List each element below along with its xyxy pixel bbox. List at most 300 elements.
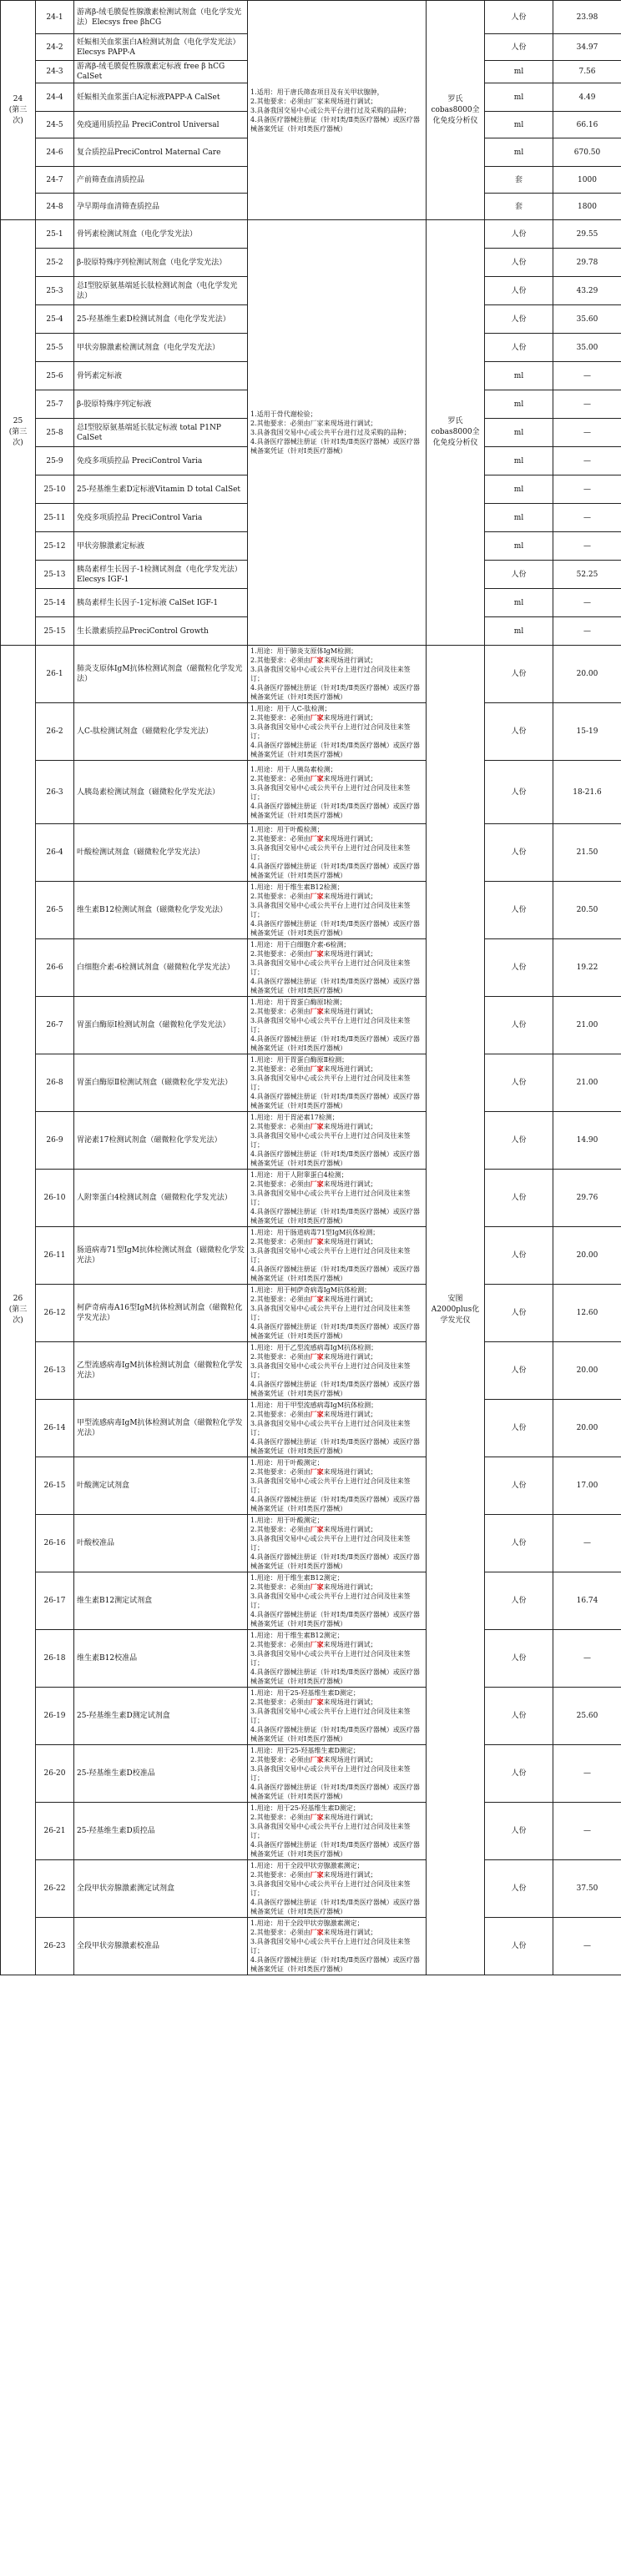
item-name-cell: 25-羟基维生素D测定试剂盒 xyxy=(74,1688,248,1745)
requirement-line xyxy=(250,892,423,901)
table-row xyxy=(1,1342,621,1400)
requirement-text: 来现场进行调试； xyxy=(323,835,377,843)
price-cell: 29.76 xyxy=(553,1170,621,1227)
requirement-line: 4.具备医疗器械注册证（针对Ⅰ类/Ⅱ类医疗器械）或医疗器械备案凭证（针对Ⅰ类医疗器械） xyxy=(250,920,420,937)
item-number-cell: 25-9 xyxy=(36,447,74,475)
requirement-line: 4.具备医疗器械注册证（针对Ⅰ类/Ⅱ类医疗器械）或医疗器械备案凭证（针对Ⅰ类医疗器械） xyxy=(250,1150,420,1167)
price-cell: 66.16 xyxy=(553,112,621,138)
price-cell: 21.00 xyxy=(553,997,621,1054)
table-row xyxy=(1,761,621,824)
item-name-cell: 生长激素质控品PreciControl Growth xyxy=(74,617,248,646)
requirement-line: 1.用途：用于人C-肽检测； xyxy=(250,705,331,712)
requirement-line: 3.具备我国交易中心或公共平台上进行过合同及往来签订； xyxy=(250,1535,411,1552)
requirement-line xyxy=(250,1928,423,1937)
table-row xyxy=(1,1630,621,1688)
unit-cell: 人份 xyxy=(485,1630,553,1688)
unit-cell: 人份 xyxy=(485,1400,553,1457)
requirement-line: 1.用途：用于人附睾蛋白4检测； xyxy=(250,1171,348,1179)
price-cell: — xyxy=(553,390,621,419)
item-name-cell: 25-羟基维生素D校准品 xyxy=(74,1745,248,1803)
item-name-cell: 维生素B12校准品 xyxy=(74,1630,248,1688)
price-cell: — xyxy=(553,1630,621,1688)
requirement-text: 来现场进行调试； xyxy=(323,1065,377,1073)
requirement-text: 2.其他要求：必须由 xyxy=(250,1065,310,1073)
manufacturer-highlight: 厂家 xyxy=(310,834,324,843)
unit-cell: ml xyxy=(485,532,553,561)
table-row xyxy=(1,1285,621,1342)
requirement-line: 4.具备医疗器械注册证（针对Ⅰ类/Ⅱ类医疗器械）或医疗器械备案凭证（针对Ⅰ类医疗器械） xyxy=(250,1496,420,1512)
requirement-line: 1.用途：用于叶酸测定； xyxy=(250,1517,324,1524)
requirement-text: 来现场进行调试； xyxy=(323,1411,377,1418)
unit-cell: 人份 xyxy=(485,305,553,334)
requirement-line xyxy=(250,1007,423,1016)
requirement-text: 2.其他要求：必须由 xyxy=(250,1871,310,1879)
table-row xyxy=(1,997,621,1054)
instrument-line: 化免疫分析仪 xyxy=(432,439,478,447)
manufacturer-highlight: 厂家 xyxy=(310,713,324,722)
item-name-cell: 叶酸校准品 xyxy=(74,1515,248,1572)
table-row xyxy=(1,939,621,997)
requirement-text: 2.其他要求：必须由 xyxy=(250,1296,310,1303)
price-cell: 21.00 xyxy=(553,1054,621,1112)
requirement-line: 4.具备医疗器械注册证（针对Ⅰ类/Ⅱ类医疗器械）或医疗器械备案凭证（针对Ⅰ类医疗器械） xyxy=(250,1265,420,1282)
unit-cell: 人份 xyxy=(485,1457,553,1515)
requirement-line: 4.具备医疗器械注册证（针对Ⅰ类/Ⅱ类医疗器械）或医疗器械备案凭证（针对Ⅰ类医疗器械） xyxy=(250,802,420,819)
requirements-cell xyxy=(248,1515,427,1572)
item-name-cell: 白细胞介素-6检测试剂盒（磁微粒化学发光法） xyxy=(74,939,248,997)
requirement-text: 2.其他要求：必须由 xyxy=(250,1641,310,1648)
requirements-cell xyxy=(248,1803,427,1860)
requirement-line xyxy=(250,1237,423,1246)
item-number-cell: 26-17 xyxy=(36,1572,74,1630)
item-number-cell: 26-22 xyxy=(36,1860,74,1918)
instrument-line: 罗氏 xyxy=(447,94,463,103)
item-name-cell: 游离β-绒毛膜促性腺激素检测试剂盒（电化学发光法）Elecsys free βhCG xyxy=(74,1,248,34)
manufacturer-highlight: 厂家 xyxy=(310,1525,324,1533)
requirement-text: 2.其他要求：必须由 xyxy=(250,1411,310,1418)
price-cell: 12.60 xyxy=(553,1285,621,1342)
table-row xyxy=(1,1400,621,1457)
instrument-cell xyxy=(427,220,485,646)
requirement-text: 2.其他要求：必须由 xyxy=(250,1353,310,1361)
item-number-cell: 26-1 xyxy=(36,646,74,703)
item-name-cell: 叶酸测定试剂盒 xyxy=(74,1457,248,1515)
price-cell: 14.90 xyxy=(553,1112,621,1170)
price-cell: 670.50 xyxy=(553,138,621,167)
item-number-cell: 26-4 xyxy=(36,824,74,882)
item-name-cell: 骨钙素检测试剂盒（电化学发光法） xyxy=(74,220,248,249)
unit-cell: 人份 xyxy=(485,824,553,882)
item-name-cell: 胰岛素样生长因子-1定标液 CalSet IGF-1 xyxy=(74,589,248,617)
requirement-text: 2.其他要求：必须由 xyxy=(250,1583,310,1591)
requirement-text: 来现场进行调试； xyxy=(323,774,377,782)
item-number-cell: 25-7 xyxy=(36,390,74,419)
unit-cell: 人份 xyxy=(485,220,553,249)
unit-cell: 人份 xyxy=(485,761,553,824)
requirements-cell xyxy=(248,1918,427,1975)
unit-cell: 人份 xyxy=(485,277,553,305)
item-name-cell: 妊娠相关血浆蛋白A定标液PAPP-A CalSet xyxy=(74,83,248,112)
price-cell: 34.97 xyxy=(553,34,621,61)
item-number-cell: 25-2 xyxy=(36,249,74,277)
price-cell: 43.29 xyxy=(553,277,621,305)
item-number-cell: 25-6 xyxy=(36,362,74,390)
group-label-line: 次) xyxy=(13,116,23,125)
item-number-cell: 24-1 xyxy=(36,1,74,34)
requirement-line: 4.具备医疗器械注册证（针对Ⅰ类/Ⅱ类医疗器械）或医疗器械备案凭证（针对Ⅰ类医疗器械） xyxy=(250,1035,420,1052)
unit-cell: 人份 xyxy=(485,1285,553,1342)
item-number-cell: 26-13 xyxy=(36,1342,74,1400)
requirement-line xyxy=(250,656,423,665)
item-name-cell: β-胶原特殊序列定标液 xyxy=(74,390,248,419)
table-row xyxy=(1,646,621,703)
requirement-line: 1.适用于骨代谢检验； xyxy=(250,410,317,418)
requirement-line xyxy=(250,1640,423,1649)
item-name-cell: 人C-肽检测试剂盒（磁微粒化学发光法） xyxy=(74,703,248,761)
unit-cell: 人份 xyxy=(485,1342,553,1400)
item-number-cell: 24-5 xyxy=(36,112,74,138)
price-cell: 21.50 xyxy=(553,824,621,882)
requirement-line xyxy=(250,1525,423,1534)
item-name-cell: 甲状旁腺激素检测试剂盒（电化学发光法） xyxy=(74,334,248,362)
requirement-line: 1.用途：用于维生素B12测定； xyxy=(250,1574,344,1582)
table-row xyxy=(1,1860,621,1918)
manufacturer-highlight: 厂家 xyxy=(310,1237,324,1245)
unit-cell: 人份 xyxy=(485,1170,553,1227)
unit-cell: 人份 xyxy=(485,997,553,1054)
price-cell: — xyxy=(553,1803,621,1860)
requirement-text: 来现场进行调试； xyxy=(323,1756,377,1763)
item-number-cell: 24-2 xyxy=(36,34,74,61)
item-number-cell: 24-7 xyxy=(36,167,74,194)
table-row xyxy=(1,1572,621,1630)
manufacturer-highlight: 厂家 xyxy=(310,1007,324,1015)
item-number-cell: 26-20 xyxy=(36,1745,74,1803)
price-cell: — xyxy=(553,1918,621,1975)
requirement-line: 3.具备我国交易中心或公共平台上进行过合同及往来签订； xyxy=(250,1074,411,1091)
requirement-text: 来现场进行调试； xyxy=(323,1296,377,1303)
requirement-text: 来现场进行调试； xyxy=(323,1526,377,1533)
instrument-line: 安图 xyxy=(447,1295,463,1303)
group-label-line: 次) xyxy=(13,439,23,447)
unit-cell: ml xyxy=(485,138,553,167)
manufacturer-highlight: 厂家 xyxy=(310,1410,324,1418)
requirement-line: 3.具备我国交易中心或公共平台上进行过合同及往来签订； xyxy=(250,1592,411,1609)
item-number-cell: 26-10 xyxy=(36,1170,74,1227)
requirement-line: 3.具备我国交易中心或公共平台上进行过合同及往来签订； xyxy=(250,959,411,976)
manufacturer-highlight: 厂家 xyxy=(310,1352,324,1361)
item-number-cell: 25-4 xyxy=(36,305,74,334)
item-name-cell: 乙型流感病毒IgM抗体检测试剂盒（磁微粒化学发光法） xyxy=(74,1342,248,1400)
requirement-line: 1.用途：用于全段甲状旁腺激素测定； xyxy=(250,1862,364,1869)
requirement-text: 2.其他要求：必须由 xyxy=(250,1756,310,1763)
requirement-line: 3.具备我国交易中心或公共平台上进行过合同及往来签订； xyxy=(250,1765,411,1782)
requirement-text: 2.其他要求：必须由 xyxy=(250,1468,310,1476)
item-name-cell: 人附睾蛋白4检测试剂盒（磁微粒化学发光法） xyxy=(74,1170,248,1227)
manufacturer-highlight: 厂家 xyxy=(310,1064,324,1073)
requirement-line xyxy=(250,1755,423,1764)
price-cell: 20.00 xyxy=(553,1342,621,1400)
manufacturer-highlight: 厂家 xyxy=(310,1698,324,1706)
requirement-text: 2.其他要求：必须由 xyxy=(250,1008,310,1015)
item-name-cell: 全段甲状旁腺激素测定试剂盒 xyxy=(74,1860,248,1918)
item-number-cell: 26-19 xyxy=(36,1688,74,1745)
instrument-cell xyxy=(427,1,485,220)
requirement-text: 来现场进行调试； xyxy=(323,950,377,958)
requirements-cell xyxy=(248,1112,427,1170)
group-label-line: (第三 xyxy=(8,428,28,436)
requirement-text: 2.其他要求：必须由 xyxy=(250,835,310,843)
price-cell: 16.74 xyxy=(553,1572,621,1630)
requirement-line: 4.具备医疗器械注册证（针对Ⅰ类/Ⅱ类医疗器械）或医疗器械备案凭证（针对Ⅰ类医疗器械） xyxy=(250,1668,420,1685)
requirement-line: 3.具备我国交易中心或公共平台上进行过合同及往来签订； xyxy=(250,1247,411,1264)
item-name-cell: 25-羟基维生素D检测试剂盒（电化学发光法） xyxy=(74,305,248,334)
requirement-line: 2.其他要求：必须由厂家来现场进行调试； xyxy=(250,420,377,427)
item-name-cell: 骨钙素定标液 xyxy=(74,362,248,390)
price-cell: 4.49 xyxy=(553,83,621,112)
item-number-cell: 26-6 xyxy=(36,939,74,997)
price-cell: — xyxy=(553,1515,621,1572)
price-cell: 35.60 xyxy=(553,305,621,334)
requirement-line: 1.用途：用于全段甲状旁腺激素测定； xyxy=(250,1919,364,1927)
manufacturer-highlight: 厂家 xyxy=(310,1295,324,1303)
table-row xyxy=(1,1,621,34)
requirement-line: 3.具备我国交易中心或公共平台上进行过合同及往来签订； xyxy=(250,902,411,918)
requirement-line: 4.具备医疗器械注册证（针对Ⅰ类/Ⅱ类医疗器械）或医疗器械备案凭证（针对Ⅰ类医疗器械） xyxy=(250,1438,420,1455)
manufacturer-highlight: 厂家 xyxy=(310,1813,324,1821)
requirement-text: 来现场进行调试； xyxy=(323,1641,377,1648)
item-name-cell: 甲状旁腺激素定标液 xyxy=(74,532,248,561)
price-cell: 35.00 xyxy=(553,334,621,362)
unit-cell: ml xyxy=(485,617,553,646)
price-cell: — xyxy=(553,589,621,617)
requirement-text: 来现场进行调试； xyxy=(323,1123,377,1130)
group-label-line: 25 xyxy=(13,417,23,425)
item-number-cell: 26-2 xyxy=(36,703,74,761)
requirement-text: 2.其他要求：必须由 xyxy=(250,1238,310,1245)
table-row xyxy=(1,1515,621,1572)
unit-cell: 人份 xyxy=(485,1860,553,1918)
item-number-cell: 26-11 xyxy=(36,1227,74,1285)
requirement-line: 4.具备医疗器械注册证（针对Ⅰ类/Ⅱ类医疗器械）或医疗器械备案凭证（针对Ⅰ类医疗器械） xyxy=(250,1841,420,1858)
group-label-cell xyxy=(1,1,36,220)
item-number-cell: 26-5 xyxy=(36,882,74,939)
item-name-cell: 妊娠相关血浆蛋白A检测试剂盒（电化学发光法）Elecsys PAPP-A xyxy=(74,34,248,61)
requirements-cell xyxy=(248,703,427,761)
manufacturer-highlight: 厂家 xyxy=(310,1928,324,1936)
unit-cell: ml xyxy=(485,475,553,504)
unit-cell: ml xyxy=(485,419,553,447)
table-row xyxy=(1,1918,621,1975)
price-cell: 20.00 xyxy=(553,1227,621,1285)
requirement-line: 4.具备医疗器械注册证（针对Ⅰ类/Ⅱ类医疗器械）或医疗器械备案凭证（针对Ⅰ类医疗器械） xyxy=(250,863,420,879)
instrument-line: A2000plus化 xyxy=(431,1306,480,1314)
item-name-cell: 维生素B12检测试剂盒（磁微粒化学发光法） xyxy=(74,882,248,939)
item-number-cell: 25-10 xyxy=(36,475,74,504)
table-row xyxy=(1,1227,621,1285)
unit-cell: ml xyxy=(485,589,553,617)
item-number-cell: 25-11 xyxy=(36,504,74,532)
item-number-cell: 26-3 xyxy=(36,761,74,824)
price-cell: — xyxy=(553,617,621,646)
item-number-cell: 25-14 xyxy=(36,589,74,617)
instrument-line: 化免疫分析仪 xyxy=(432,116,478,125)
price-cell: — xyxy=(553,475,621,504)
unit-cell: 人份 xyxy=(485,334,553,362)
requirement-line: 4.具备医疗器械注册证（针对Ⅰ类/Ⅱ类医疗器械）或医疗器械备案凭证（针对Ⅰ类医疗器械） xyxy=(250,1208,420,1225)
requirement-line xyxy=(250,1352,423,1361)
instrument-line: cobas8000全 xyxy=(431,105,480,114)
price-cell: — xyxy=(553,504,621,532)
requirement-line xyxy=(250,713,423,722)
unit-cell: 套 xyxy=(485,167,553,194)
requirement-line xyxy=(250,1180,423,1189)
requirement-line xyxy=(250,949,423,958)
unit-cell: ml xyxy=(485,61,553,83)
unit-cell: 人份 xyxy=(485,1,553,34)
item-name-cell: 柯萨奇病毒A16型IgM抗体检测试剂盒（磁微粒化学发光法） xyxy=(74,1285,248,1342)
requirement-line xyxy=(250,1582,423,1592)
unit-cell: 人份 xyxy=(485,34,553,61)
price-cell: — xyxy=(553,419,621,447)
requirement-line xyxy=(250,1410,423,1419)
requirement-text: 2.其他要求：必须由 xyxy=(250,1526,310,1533)
requirement-line: 1.用途：用于维生素B12测定； xyxy=(250,1632,344,1639)
requirement-line xyxy=(250,774,423,783)
requirement-text: 来现场进行调试； xyxy=(323,1180,377,1188)
requirements-cell xyxy=(248,1745,427,1803)
requirements-cell xyxy=(248,882,427,939)
item-number-cell: 25-8 xyxy=(36,419,74,447)
item-name-cell: β-胶原特殊序列检测试剂盒（电化学发光法） xyxy=(74,249,248,277)
requirement-text: 来现场进行调试； xyxy=(323,1814,377,1821)
requirements-cell xyxy=(248,824,427,882)
table-row xyxy=(1,1054,621,1112)
requirement-text: 来现场进行调试； xyxy=(323,893,377,900)
price-cell: 17.00 xyxy=(553,1457,621,1515)
unit-cell: 人份 xyxy=(485,1572,553,1630)
item-name-cell: 复合质控品PreciControl Maternal Care xyxy=(74,138,248,167)
item-name-cell: 肠道病毒71型IgM抗体检测试剂盒（磁微粒化学发光法） xyxy=(74,1227,248,1285)
requirement-line: 3.具备我国交易中心或公共平台上进行过合同及往来签订； xyxy=(250,1938,411,1955)
item-number-cell: 26-14 xyxy=(36,1400,74,1457)
item-number-cell: 24-8 xyxy=(36,194,74,220)
item-number-cell: 25-5 xyxy=(36,334,74,362)
requirement-line: 1.用途：用于25-羟基维生素D测定； xyxy=(250,1804,360,1812)
item-name-cell: 产前筛查血清质控品 xyxy=(74,167,248,194)
item-name-cell: 25-羟基维生素D定标液Vitamin D total CalSet xyxy=(74,475,248,504)
price-cell: 37.50 xyxy=(553,1860,621,1918)
item-name-cell: 免疫通用质控品 PreciControl Universal xyxy=(74,112,248,138)
requirement-text: 2.其他要求：必须由 xyxy=(250,1814,310,1821)
requirement-text: 2.其他要求：必须由 xyxy=(250,950,310,958)
instrument-line: 学发光仪 xyxy=(440,1316,471,1325)
table-row xyxy=(1,1457,621,1515)
table-row xyxy=(1,824,621,882)
requirement-line: 1.用途：用于白细胞介素-6检测； xyxy=(250,941,351,948)
manufacturer-highlight: 厂家 xyxy=(310,892,324,900)
requirement-line: 1.用途：用于叶酸测定； xyxy=(250,1459,324,1467)
requirements-cell xyxy=(248,1170,427,1227)
requirements-cell xyxy=(248,1688,427,1745)
requirement-line: 1.用途：用于25-羟基维生素D测定； xyxy=(250,1689,360,1697)
requirement-line: 3.具备我国交易中心或公共平台进行过及采购的品种； xyxy=(250,429,411,436)
item-name-cell: 免疫多项质控品 PreciControl Varia xyxy=(74,447,248,475)
requirement-line: 1.用途：用于人胰岛素检测； xyxy=(250,765,337,773)
price-cell: 7.56 xyxy=(553,61,621,83)
requirement-line: 3.具备我国交易中心或公共平台进行过及采购的品种； xyxy=(250,106,411,114)
requirement-text: 2.其他要求：必须由 xyxy=(250,1123,310,1130)
requirements-cell xyxy=(248,939,427,997)
unit-cell: ml xyxy=(485,504,553,532)
item-name-cell: 人胰岛素检测试剂盒（磁微粒化学发光法） xyxy=(74,761,248,824)
requirement-line: 3.具备我国交易中心或公共平台上进行过合同及往来签订； xyxy=(250,1420,411,1436)
requirement-line: 4.具备医疗器械注册证（针对Ⅰ类/Ⅱ类医疗器械）或医疗器械备案凭证（针对Ⅰ类医疗器械） xyxy=(250,1899,420,1915)
requirement-line: 3.具备我国交易中心或公共平台上进行过合同及往来签订； xyxy=(250,1823,411,1839)
requirement-line: 1.用途：用于胃蛋白酶原Ⅱ检测； xyxy=(250,1056,349,1064)
price-cell: 19.22 xyxy=(553,939,621,997)
requirement-line: 3.具备我国交易中心或公共平台上进行过合同及往来签订； xyxy=(250,1477,411,1494)
requirement-line: 3.具备我国交易中心或公共平台上进行过合同及往来签订； xyxy=(250,666,411,682)
unit-cell: 人份 xyxy=(485,939,553,997)
requirements-cell xyxy=(248,1227,427,1285)
requirement-line: 1.用途：用于乙型流感病毒IgM抗体检测； xyxy=(250,1344,378,1351)
manufacturer-highlight: 厂家 xyxy=(310,949,324,958)
requirement-line: 3.具备我国交易中心或公共平台上进行过合同及往来签订； xyxy=(250,783,411,801)
item-name-cell: 胃蛋白酶原Ⅰ检测试剂盒（磁微粒化学发光法） xyxy=(74,997,248,1054)
requirements-cell xyxy=(248,1457,427,1515)
price-cell: 1000 xyxy=(553,167,621,194)
item-number-cell: 24-4 xyxy=(36,83,74,112)
item-name-cell: 甲型流感病毒IgM抗体检测试剂盒（磁微粒化学发光法） xyxy=(74,1400,248,1457)
item-number-cell: 24-3 xyxy=(36,61,74,83)
table-row xyxy=(1,703,621,761)
group-label-cell xyxy=(1,220,36,646)
price-cell: — xyxy=(553,447,621,475)
price-cell: — xyxy=(553,532,621,561)
requirement-text: 2.其他要求：必须由 xyxy=(250,1698,310,1706)
requirement-text: 来现场进行调试； xyxy=(323,657,377,664)
unit-cell: 人份 xyxy=(485,882,553,939)
unit-cell: ml xyxy=(485,447,553,475)
unit-cell: ml xyxy=(485,83,553,112)
group-label-line: 次) xyxy=(13,1316,23,1325)
requirement-line: 4.具备医疗器械注册证（针对Ⅰ类/Ⅱ类医疗器械）或医疗器械备案凭证（针对Ⅰ类医疗器械） xyxy=(250,438,420,455)
requirement-line: 4.具备医疗器械注册证（针对Ⅰ类/Ⅱ类医疗器械）或医疗器械备案凭证（针对Ⅰ类医疗器械） xyxy=(250,1726,420,1743)
requirement-line xyxy=(250,1870,423,1879)
manufacturer-highlight: 厂家 xyxy=(310,1582,324,1591)
item-name-cell: 免疫多项质控品 PreciControl Varia xyxy=(74,504,248,532)
table-row xyxy=(1,220,621,249)
requirement-line: 3.具备我国交易中心或公共平台上进行过合同及往来签订； xyxy=(250,1190,411,1206)
manufacturer-highlight: 厂家 xyxy=(310,1467,324,1476)
manufacturer-highlight: 厂家 xyxy=(310,1640,324,1648)
requirement-line xyxy=(250,1698,423,1707)
requirement-line: 4.具备医疗器械注册证（针对Ⅰ类/Ⅱ类医疗器械）或医疗器械备案凭证（针对Ⅰ类医疗器械） xyxy=(250,1381,420,1397)
requirement-text: 来现场进行调试； xyxy=(323,1238,377,1245)
requirement-text: 2.其他要求：必须由 xyxy=(250,657,310,664)
price-cell: 25.60 xyxy=(553,1688,621,1745)
manufacturer-highlight: 厂家 xyxy=(310,1755,324,1763)
requirement-line: 4.具备医疗器械注册证（针对Ⅰ类/Ⅱ类医疗器械）或医疗器械备案凭证（针对Ⅰ类医疗器械） xyxy=(250,115,420,133)
price-cell: 20.00 xyxy=(553,1400,621,1457)
requirement-text: 2.其他要求：必须由 xyxy=(250,714,310,722)
price-cell: 29.55 xyxy=(553,220,621,249)
requirement-line: 3.具备我国交易中心或公共平台上进行过合同及往来签订； xyxy=(250,1650,411,1667)
table-row xyxy=(1,1170,621,1227)
unit-cell: 人份 xyxy=(485,703,553,761)
item-number-cell: 24-6 xyxy=(36,138,74,167)
